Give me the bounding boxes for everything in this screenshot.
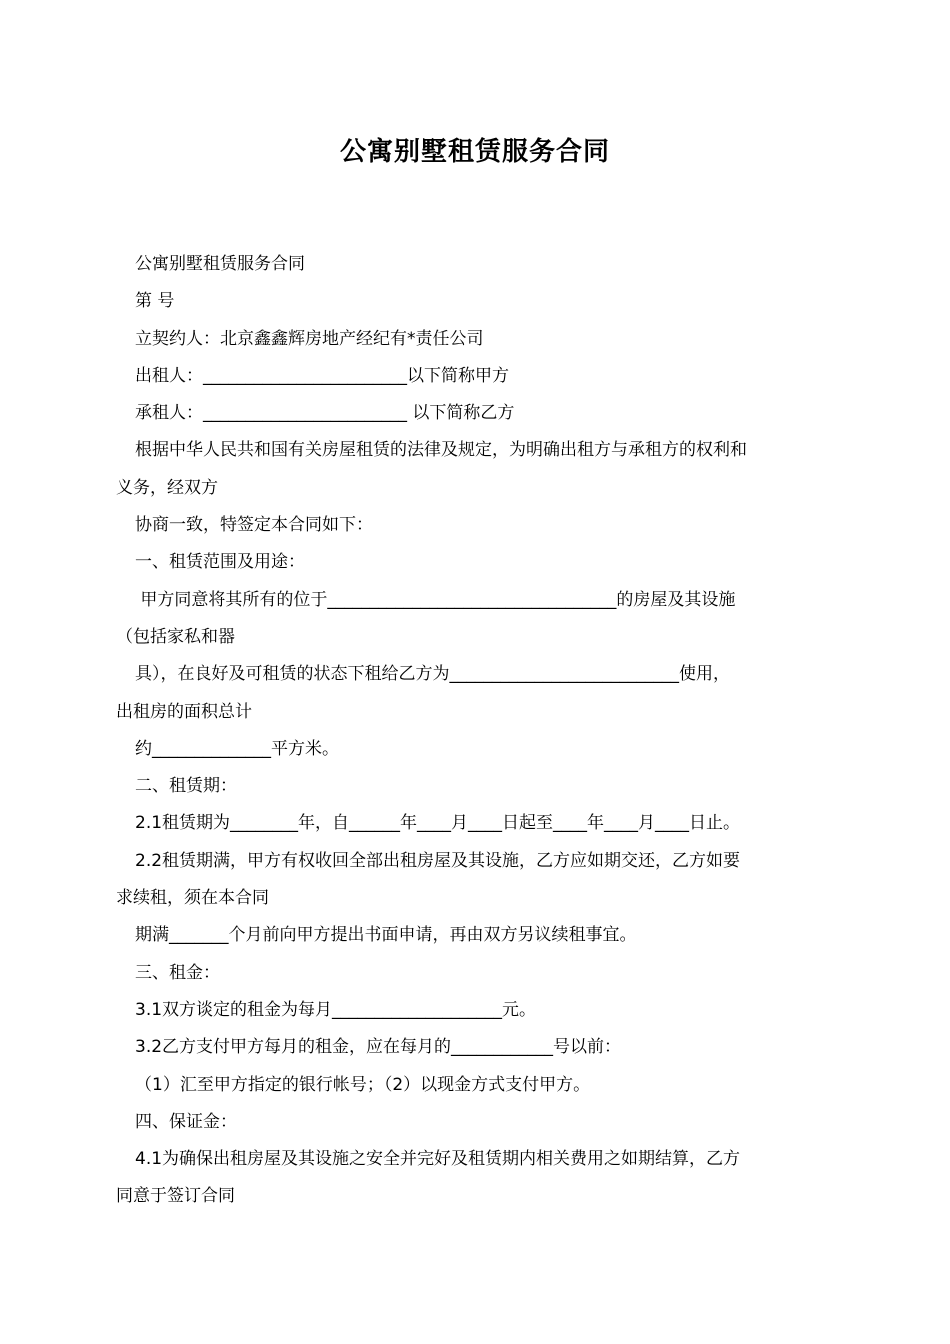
document-line: 求续租，须在本合同	[116, 888, 269, 909]
document-line: 2.2租赁期满，甲方有权收回全部出租房屋及其设施，乙方应如期交还，乙方如要	[135, 850, 741, 871]
document-line: 四、保证金：	[135, 1111, 237, 1132]
document-line: 约______________平方米。	[135, 738, 339, 759]
document-title: 公寓别墅租赁服务合同	[339, 137, 610, 167]
document-line: 三、租金：	[135, 962, 220, 983]
document-line: 立契约人：北京鑫鑫辉房地产经纪有*责任公司	[135, 328, 484, 349]
document-line: 出租人：________________________以下简称甲方	[135, 365, 509, 386]
document-line: （包括家私和器	[116, 626, 235, 647]
document-body	[116, 246, 836, 1216]
document-line: 3.2乙方支付甲方每月的租金，应在每月的____________号以前：	[135, 1037, 622, 1058]
document-line: （1）汇至甲方指定的银行帐号；（2）以现金方式支付甲方。	[135, 1074, 591, 1095]
document-line: 出租房的面积总计	[116, 701, 252, 722]
document-line: 4.1为确保出租房屋及其设施之安全并完好及租赁期内相关费用之如期结算，乙方	[135, 1149, 741, 1170]
document-line: 2.1租赁期为________年，自______年____月____日起至____年____月____日止。	[135, 813, 741, 834]
document-line: 具），在良好及可租赁的状态下租给乙方为___________________________使用，	[135, 664, 730, 685]
document-line: 根据中华人民共和国有关房屋租赁的法律及规定，为明确出租方与承租方的权利和	[135, 440, 747, 461]
document-line: 3.1双方谈定的租金为每月____________________元。	[135, 999, 537, 1020]
document-line: 期满_______个月前向甲方提出书面申请，再由双方另议续租事宜。	[135, 925, 637, 946]
document-line: 同意于签订合同	[116, 1186, 235, 1207]
document-line: 一、租赁范围及用途：	[135, 552, 305, 573]
document-line: 协商一致，特签定本合同如下：	[135, 515, 373, 536]
document-line: 承租人：________________________ 以下简称乙方	[135, 403, 515, 424]
document-line: 第 号	[135, 291, 175, 312]
document-line: 二、租赁期：	[135, 776, 237, 797]
document-line: 甲方同意将其所有的位于__________________________________的房屋及其设施	[135, 589, 736, 610]
document-line: 义务，经双方	[116, 477, 218, 498]
document-line: 公寓别墅租赁服务合同	[135, 254, 305, 274]
